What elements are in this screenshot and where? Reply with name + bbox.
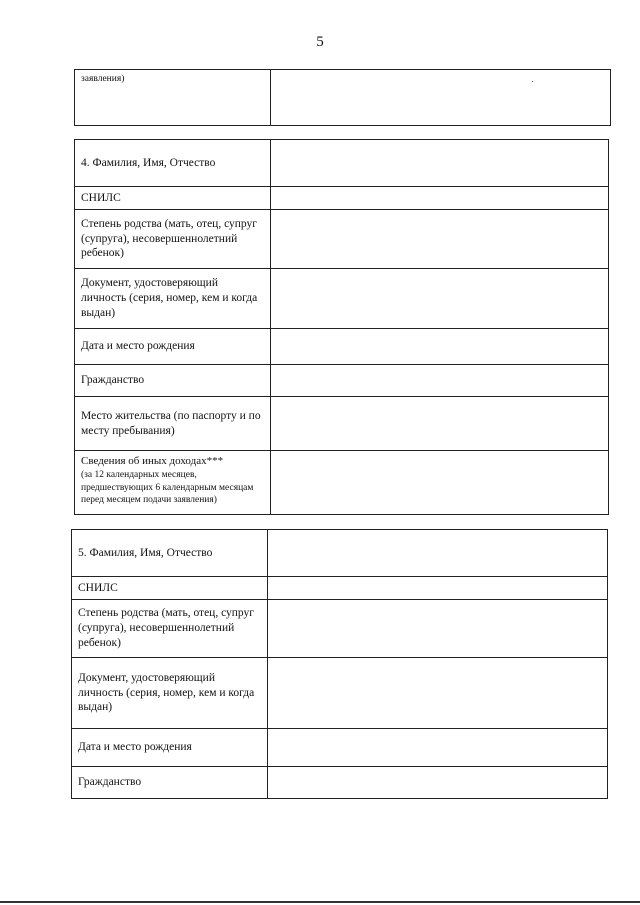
page-number: 5 xyxy=(316,34,324,50)
s4-other-income-note: (за 12 календарных месяцев, предшествующих 6 календарным месяцам перед месяцем подачи заявления) xyxy=(81,469,254,506)
s4-identity-document-field[interactable] xyxy=(271,269,609,329)
s5-snils-field[interactable] xyxy=(268,577,608,600)
page-bottom-edge xyxy=(0,901,640,903)
s4-citizenship-label: Гражданство xyxy=(75,365,271,397)
s4-full-name-field[interactable] xyxy=(271,140,609,187)
top-fragment-label: заявления) xyxy=(75,70,271,126)
s5-identity-document-field[interactable] xyxy=(268,658,608,729)
top-fragment-value-field[interactable] xyxy=(271,70,611,126)
top-fragment-table xyxy=(74,69,611,126)
section-4-table xyxy=(74,139,609,515)
s4-full-name-label: 4. Фамилия, Имя, Отчество xyxy=(75,140,271,187)
s5-identity-document-label: Документ, удостоверяющий личность (серия, номер, кем и когда выдан) xyxy=(72,658,268,729)
s5-full-name-field[interactable] xyxy=(268,530,608,577)
s5-full-name-label: 5. Фамилия, Имя, Отчество xyxy=(72,530,268,577)
s5-birth-date-place-label: Дата и место рождения xyxy=(72,729,268,767)
s4-other-income-label xyxy=(75,451,271,515)
s5-kinship-label: Степень родства (мать, отец, супруг (супруга), несовершеннолетний ребенок) xyxy=(72,600,268,658)
s5-citizenship-field[interactable] xyxy=(268,767,608,799)
s4-kinship-field[interactable] xyxy=(271,210,609,269)
s4-residence-field[interactable] xyxy=(271,397,609,451)
s4-birth-date-place-label: Дата и место рождения xyxy=(75,329,271,365)
s4-citizenship-field[interactable] xyxy=(271,365,609,397)
s4-residence-label: Место жительства (по паспорту и по месту пребывания) xyxy=(75,397,271,451)
s5-kinship-field[interactable] xyxy=(268,600,608,658)
s4-other-income-heading: Сведения об иных доходах*** xyxy=(81,455,224,467)
s4-other-income-field[interactable] xyxy=(271,451,609,515)
s4-snils-label: СНИЛС xyxy=(75,187,271,210)
s4-identity-document-label: Документ, удостоверяющий личность (серия, номер, кем и когда выдан) xyxy=(75,269,271,329)
section-5-table xyxy=(71,529,608,799)
s4-birth-date-place-field[interactable] xyxy=(271,329,609,365)
s4-snils-field[interactable] xyxy=(271,187,609,210)
s4-kinship-label: Степень родства (мать, отец, супруг (супруга), несовершеннолетний ребенок) xyxy=(75,210,271,269)
s5-citizenship-label: Гражданство xyxy=(72,767,268,799)
s5-birth-date-place-field[interactable] xyxy=(268,729,608,767)
s5-snils-label: СНИЛС xyxy=(72,577,268,600)
